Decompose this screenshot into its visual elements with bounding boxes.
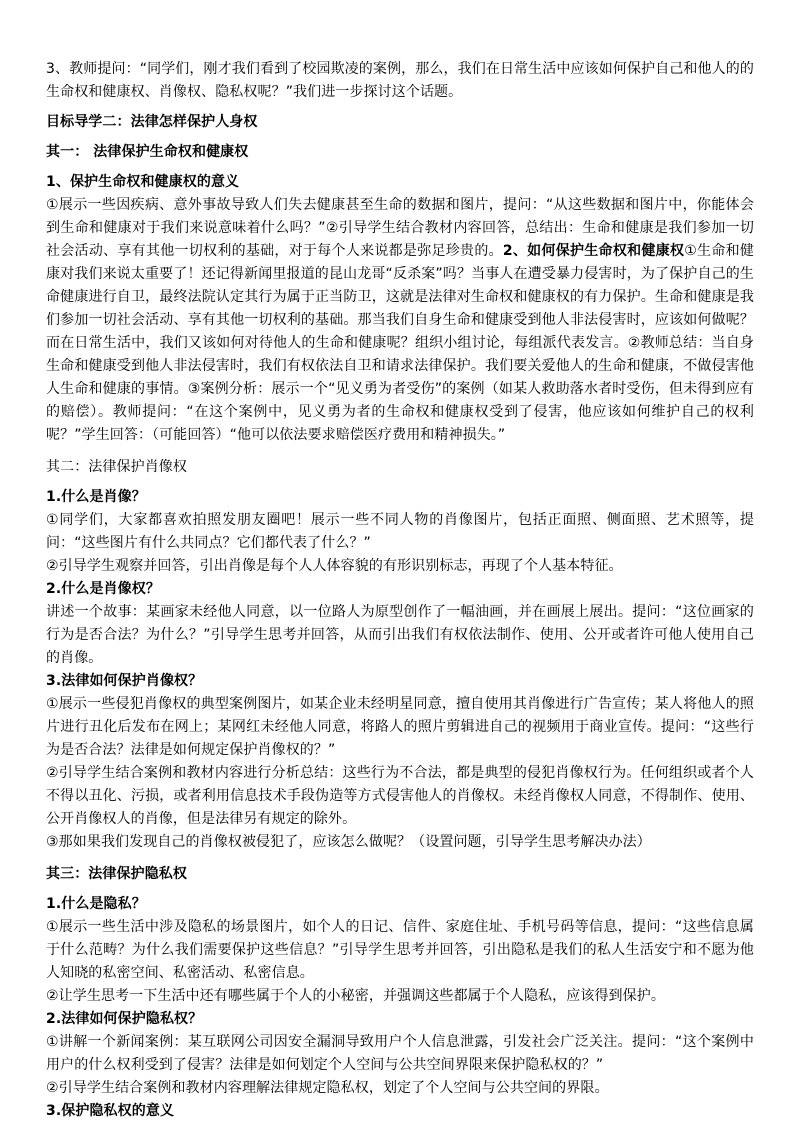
heading-protect-life-health: 2、如何保护生命权和健康权 <box>502 243 685 259</box>
paragraph-privacy-scenes: ①展示一些生活中涉及隐私的场景图片，如个人的日记、信件、家庭住址、手机号码等信息，提问：“这些信息属于什么范畴？为什么我们需要保护这些信息？”引导学生思考并回答，引出隐私是我们的私人生活安宁和不愿为他人知晓的私密空间、私密活动、私密信息。 <box>46 919 754 981</box>
paragraph-privacy-secrets: ②让学生思考一下生活中还有哪些属于个人的小秘密，并强调这些都属于个人隐私，应该得到保护。 <box>46 988 665 1004</box>
heading-privacy-meaning: 3.保护隐私权的意义 <box>46 1103 175 1119</box>
paragraph-intro-question: 3、教师提问：“同学们，刚才我们看到了校园欺凌的案例，那么，我们在日常生活中应该如何保护自己和他人的的生命权和健康权、肖像权、隐私权呢？”我们进一步探讨这个话题。 <box>46 61 754 100</box>
paragraph-portrait-photos: ①同学们，大家都喜欢拍照发朋友圈吧！展示一些不同人物的肖像图片，包括正面照、侧面照、艺术照等，提问：“这些图片有什么共同点？它们都代表了什么？” <box>46 512 754 551</box>
heading-protect-portrait-right: 3.法律如何保护肖像权？ <box>46 673 203 689</box>
heading-what-is-privacy: 1.什么是隐私？ <box>46 896 146 912</box>
heading-goal-two: 目标导学二：法律怎样保护人身权 <box>46 114 258 130</box>
document-page <box>46 58 754 1123</box>
paragraph-life-health-part-a: ①展示一些因疾病、意外事故导致人们失去健康甚至生命的数据和图片，提问：“从这些数据和图片中，你能体会到生命和健康对于我们来说意味着什么吗？”②引导学生结合教材内容回答，总结出：生命和健康是我们参加一切社会活动、享有其他一切权利的基础，对于每个人来说都是弥足珍贵的。 <box>46 197 754 259</box>
paragraph-portrait-cases: ①展示一些侵犯肖像权的典型案例图片，如某企业未经明星同意，擅自使用其肖像进行广告宣传；某人将他人的照片进行丑化后发布在网上；某网红未经他人同意，将路人的照片剪辑进自己的视频用于商业宣传。提问：“这些行为是否合法？法律是如何规定保护肖像权的？” <box>46 696 754 758</box>
heading-what-is-portrait-right: 2.什么是肖像权？ <box>46 581 160 597</box>
paragraph-privacy-news-case: ①讲解一个新闻案例：某互联网公司因安全漏洞导致用户个人信息泄露，引发社会广泛关注。提问：“这个案例中用户的什么权利受到了侵害？法律是如何划定个人空间与公共空间界限来保护隐私权的？” <box>46 1034 754 1073</box>
paragraph-life-health-part-c: ①生命和健康对我们来说太重要了！还记得新闻里报道的昆山龙哥“反杀案”吗？当事人在遭受暴力侵害时，为了保护自己的生命健康进行自卫，最终法院认定其行为属于正当防卫，这就是法律对生命权和健康权的有力保护。生命和健康是我们参加一切社会活动、享有其他一切权利的基础。那当我们自身生命和健康受到他人非法侵害时，应该如何做呢？而在日常生活中，我们又该如何对待他人的生命和健康呢？组织小组讨论，每组派代表发言。②教师总结：当自身生命和健康受到他人非法侵害时，我们有权依法自卫和请求法律保护。我们要关爱他人的生命和健康，不做侵害他人生命和健康的事情。③案例分析：展示一个“见义勇为者受伤”的案例（如某人救助落水者时受伤，但未得到应有的赔偿）。教师提问：“在这个案例中，见义勇为者的生命权和健康权受到了侵害，他应该如何维护自己的权利呢？”学生回答：（可能回答）“他可以依法要求赔偿医疗费用和精神损失。” <box>46 243 754 443</box>
heading-what-is-portrait: 1.什么是肖像？ <box>46 489 146 505</box>
paragraph-portrait-summary: ②引导学生结合案例和教材内容进行分析总结：这些行为不合法，都是典型的侵犯肖像权行为。任何组织或者个人不得以丑化、污损，或者利用信息技术手段伪造等方式侵害他人的肖像权。未经肖像权人同意，不得制作、使用、公开肖像权人的肖像，但是法律另有规定的除外。 <box>46 765 754 827</box>
heading-part-two: 其二：法律保护肖像权 <box>46 459 187 475</box>
heading-protect-privacy-right: 2.法律如何保护隐私权？ <box>46 1011 203 1027</box>
paragraph-privacy-boundary: ②引导学生结合案例和教材内容理解法律规定隐私权，划定了个人空间与公共空间的界限。 <box>46 1080 609 1096</box>
paragraph-portrait-question: ③那如果我们发现自己的肖像权被侵犯了，应该怎么做呢？（设置问题，引导学生思考解决办法） <box>46 834 651 850</box>
heading-part-one: 其一： 法律保护生命权和健康权 <box>46 144 249 160</box>
heading-part-three: 其三：法律保护隐私权 <box>46 866 187 882</box>
heading-life-health-meaning: 1、保护生命权和健康权的意义 <box>46 174 240 190</box>
paragraph-painter-story: 讲述一个故事：某画家未经他人同意，以一位路人为原型创作了一幅油画，并在画展上展出。提问：“这位画家的行为是否合法？为什么？”引导学生思考并回答，从而引出我们有权依法制作、使用、公开或者许可他人使用自己的肖像。 <box>46 604 754 666</box>
paragraph-life-health <box>46 194 754 447</box>
paragraph-portrait-definition: ②引导学生观察并回答，引出肖像是每个人人体容貌的有形识别标志，再现了个人基本特征。 <box>46 558 623 574</box>
